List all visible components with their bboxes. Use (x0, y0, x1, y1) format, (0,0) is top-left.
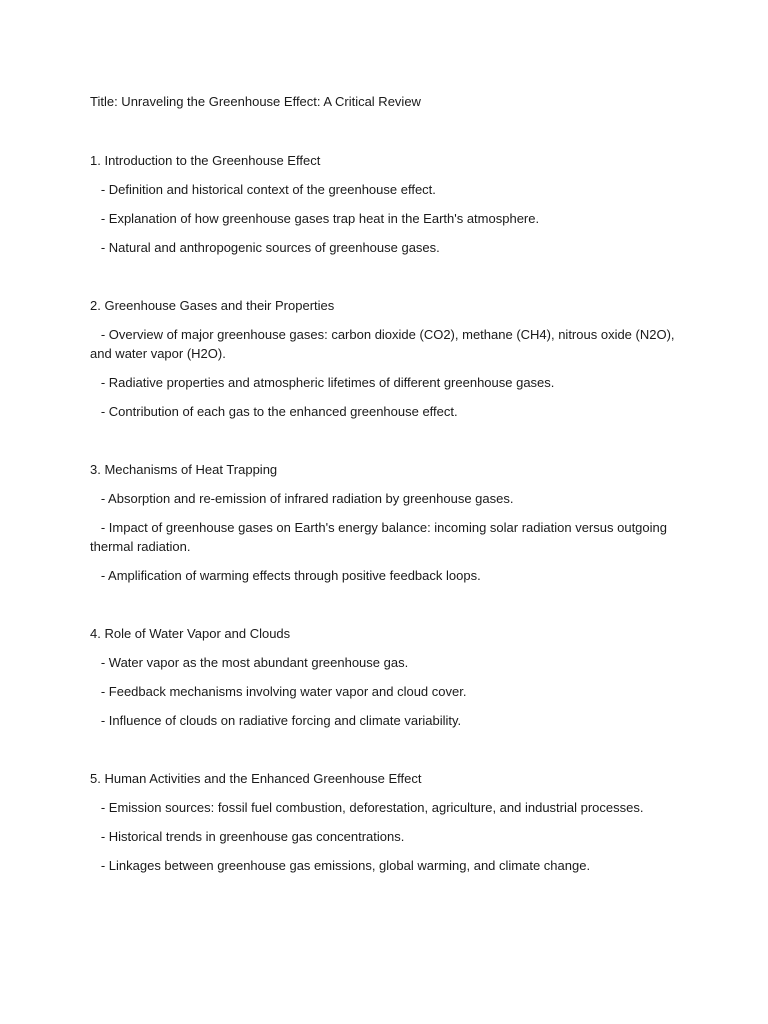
section-water-vapor-clouds (90, 624, 690, 730)
bullet-item: - Overview of major greenhouse gases: carbon dioxide (CO2), methane (CH4), nitrous oxide (N2O), and water vapor (H2O). (90, 327, 675, 361)
bullet-item: - Influence of clouds on radiative forcing and climate variability. (90, 713, 462, 728)
section-human-activities (90, 769, 690, 875)
section-introduction (90, 151, 690, 257)
bullet-item: - Feedback mechanisms involving water vapor and cloud cover. (90, 684, 467, 699)
bullet-item: - Absorption and re-emission of infrared radiation by greenhouse gases. (90, 491, 514, 506)
section-greenhouse-gases (90, 296, 690, 421)
bullet-item: - Historical trends in greenhouse gas concentrations. (90, 829, 405, 844)
section-heading: 2. Greenhouse Gases and their Properties (90, 298, 335, 313)
bullet-item: - Emission sources: fossil fuel combustion, deforestation, agriculture, and industrial processes. (90, 800, 644, 815)
section-heading: 1. Introduction to the Greenhouse Effect (90, 153, 321, 168)
section-heading: 4. Role of Water Vapor and Clouds (90, 626, 291, 641)
bullet-item: - Natural and anthropogenic sources of greenhouse gases. (90, 240, 440, 255)
bullet-item: - Water vapor as the most abundant greenhouse gas. (90, 655, 409, 670)
bullet-item: - Amplification of warming effects through positive feedback loops. (90, 568, 481, 583)
section-heat-trapping (90, 460, 690, 585)
bullet-item: - Linkages between greenhouse gas emissions, global warming, and climate change. (90, 858, 591, 873)
bullet-item: - Explanation of how greenhouse gases trap heat in the Earth's atmosphere. (90, 211, 540, 226)
section-heading: 5. Human Activities and the Enhanced Greenhouse Effect (90, 771, 422, 786)
bullet-item: - Contribution of each gas to the enhanced greenhouse effect. (90, 404, 458, 419)
bullet-item: - Definition and historical context of the greenhouse effect. (90, 182, 436, 197)
bullet-item: - Impact of greenhouse gases on Earth's energy balance: incoming solar radiation versus outgoing thermal radiation. (90, 520, 667, 554)
bullet-item: - Radiative properties and atmospheric lifetimes of different greenhouse gases. (90, 375, 555, 390)
document-title: Title: Unraveling the Greenhouse Effect: A Critical Review (90, 94, 421, 109)
section-heading: 3. Mechanisms of Heat Trapping (90, 462, 278, 477)
document-page (90, 92, 690, 914)
